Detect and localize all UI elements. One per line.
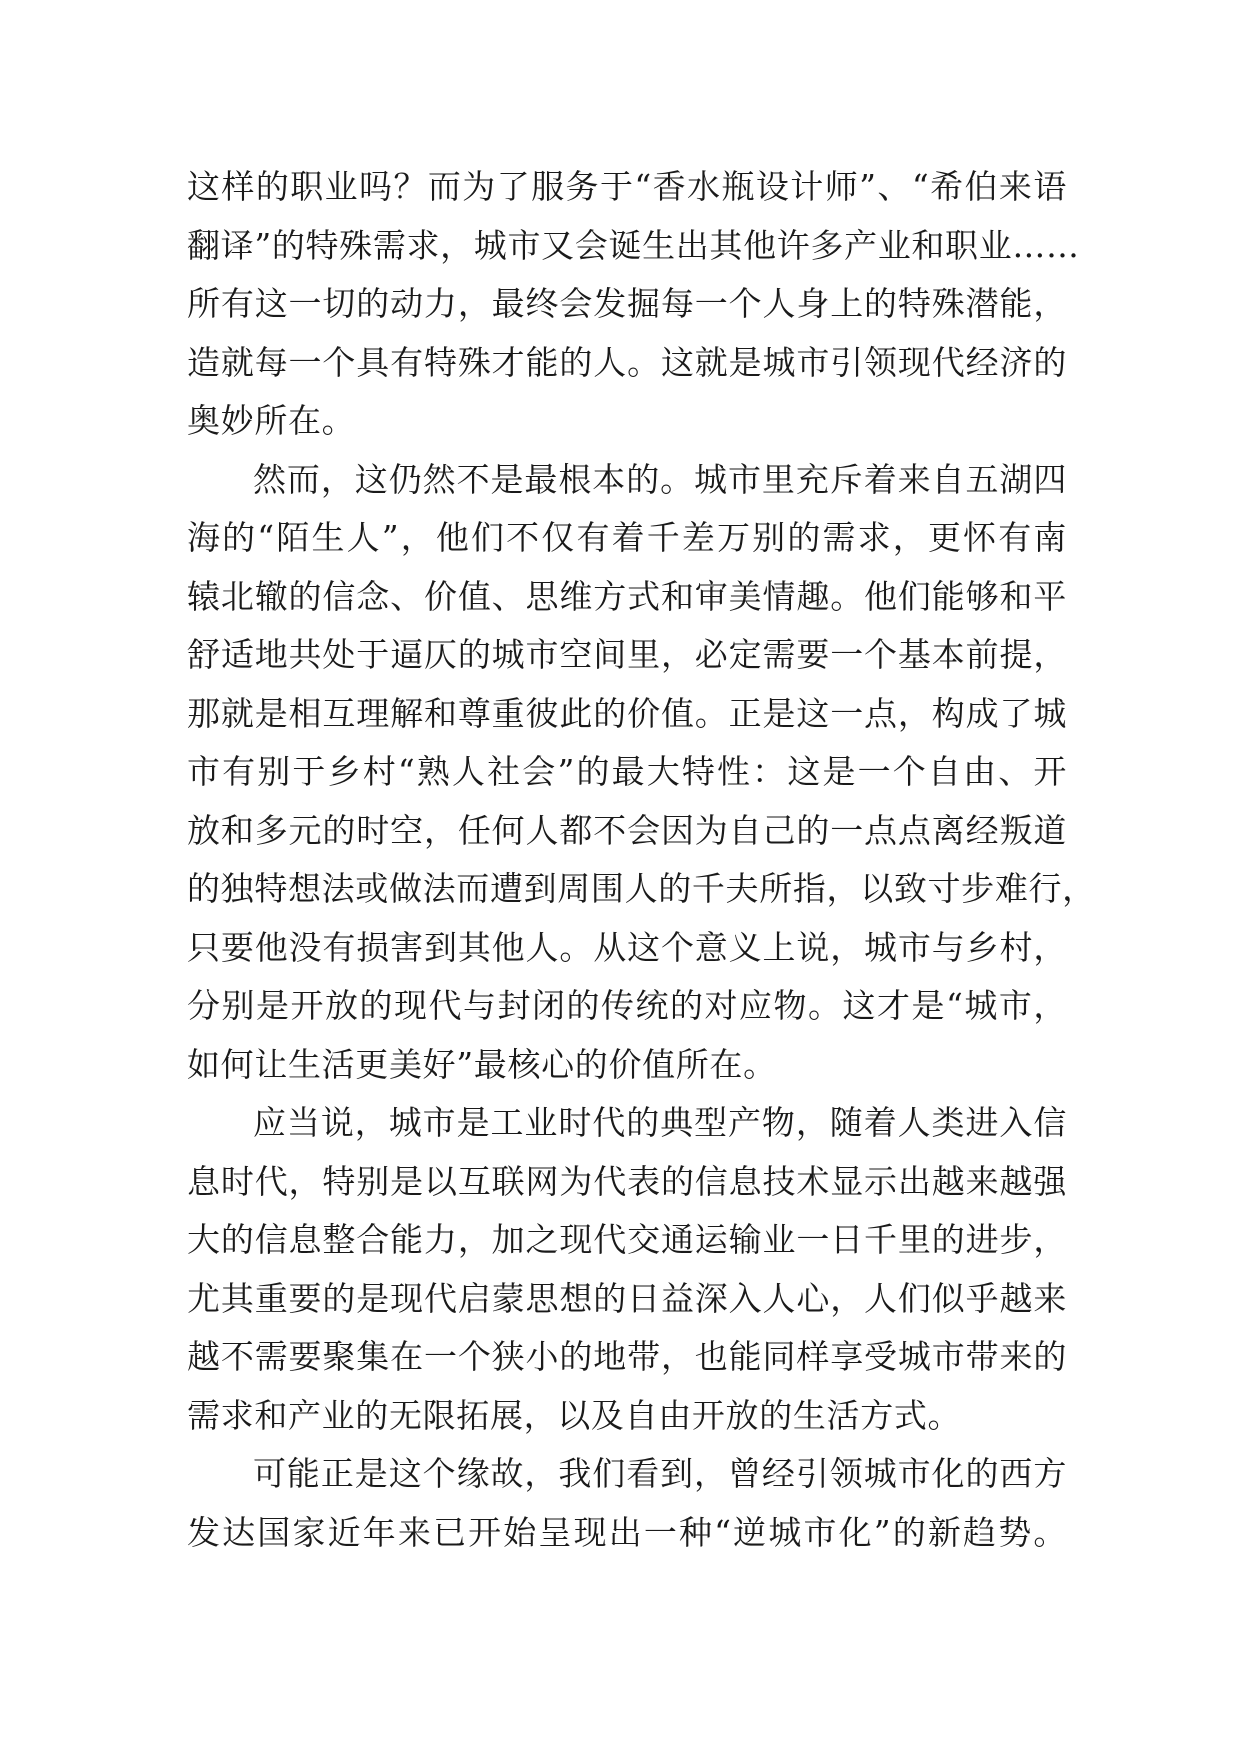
text-line: 越不需要聚集在一个狭小的地带，也能同样享受城市带来的 [187,1337,1067,1376]
text-line: 需求和产业的无限拓展，以及自由开放的生活方式。 [187,1395,962,1435]
text-line: 奥妙所在。 [187,401,356,440]
paragraph-first-line: 应当说，城市是工业时代的典型产物，随着人类进入信 [253,1103,1067,1142]
text-line: 那就是相互理解和尊重彼此的价值。正是这一点，构成了城 [187,693,1067,733]
paragraph-first-line: 可能正是这个缘故，我们看到，曾经引领城市化的西方 [253,1454,1067,1493]
text-line: 息时代，特别是以互联网为代表的信息技术显示出越来越强 [187,1161,1067,1201]
text-line: 所有这一切的动力，最终会发掘每一个人身上的特殊潜能， [187,284,1067,323]
text-line: 大的信息整合能力，加之现代交通运输业一日千里的进步， [187,1220,1067,1259]
text-line: 只要他没有损害到其他人。从这个意义上说，城市与乡村， [187,927,1067,967]
text-line: 发达国家近年来已开始呈现出一种“逆城市化”的新趋势。 [187,1512,1067,1552]
text-line: 辕北辙的信念、价值、思维方式和审美情趣。他们能够和平 [187,576,1067,616]
text-line: 市有别于乡村“熟人社会”的最大特性：这是一个自由、开 [187,752,1067,791]
body-text [187,158,1096,1562]
text-line: 如何让生活更美好”最核心的价值所在。 [187,1044,777,1084]
text-line: 放和多元的时空，任何人都不会因为自己的一点点离经叛道 [187,810,1067,850]
text-line: 舒适地共处于逼仄的城市空间里，必定需要一个基本前提， [187,635,1067,674]
text-line: 这样的职业吗？而为了服务于“香水瓶设计师”、“希伯来语 [187,167,1067,206]
text-line: 翻译”的特殊需求，城市又会诞生出其他许多产业和职业…… [187,225,1080,265]
paragraph-first-line: 然而，这仍然不是最根本的。城市里充斥着来自五湖四 [253,459,1067,499]
text-line: 尤其重要的是现代启蒙思想的日益深入人心，人们似乎越来 [187,1278,1067,1318]
text-line: 造就每一个具有特殊才能的人。这就是城市引领现代经济的 [187,342,1067,382]
text-line: 海的“陌生人”，他们不仅有着千差万别的需求，更怀有南 [187,518,1067,557]
text-line: 分别是开放的现代与封闭的传统的对应物。这才是“城市， [187,986,1067,1025]
text-line: 的独特想法或做法而遭到周围人的千夫所指，以致寸步难行， [187,869,1096,908]
